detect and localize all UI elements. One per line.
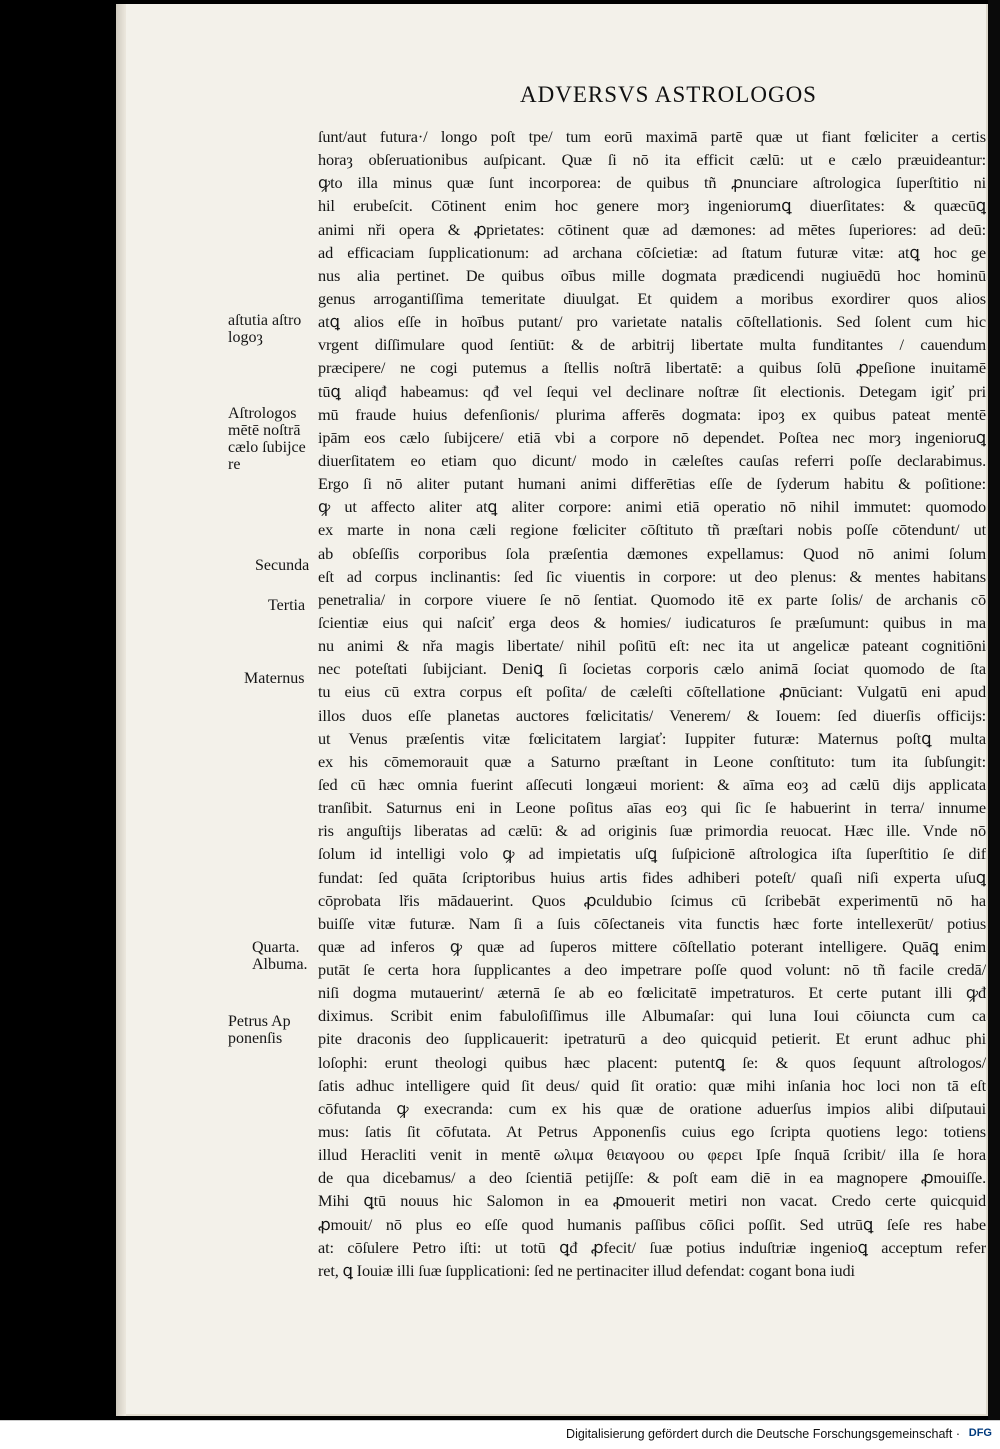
text-line: de qua dicebamus/ a deo ſcientiā petijſſe: & poſt eam diē in ea magnopere ꝓmouiſſe. — [318, 1168, 986, 1188]
margin-note-line: mētē noſtrā — [228, 422, 301, 439]
margin-note-secunda — [255, 557, 309, 574]
text-line: Ergo ſi nō aliter putant humani animi differētias eſſe de ſyderum habitu & poſitione: — [318, 474, 986, 494]
running-head: ADVERSVS ASTROLOGOS — [520, 82, 817, 107]
text-line: at: cōſulere Petro iſti: ut totū ꝗđ ꝓfecit/ ſuæ potius induſtriæ ingenioꝗ acceptum refer — [318, 1237, 986, 1257]
text-line: pite draconis deo ſupplicauerit: ipetraturū a deo quicquid petierit. Et erunt adhuc phi — [318, 1029, 986, 1049]
margin-note-line: Petrus Ap — [228, 1013, 291, 1030]
text-line: nus alia pertinet. De quibus oībus mille dogmata prædicendi nugiuēdū hoc hominū — [318, 265, 986, 285]
text-line: penetralia/ in corpore viuere ſe nō ſentiat. Quomodo itē ex parte ſolis/ de archanis cō — [318, 589, 986, 609]
text-line: ex marte in nona cæli regione fœliciter cōſtituto tñ præſtari nobis poſſe cōtendunt/ ut — [318, 520, 986, 540]
margin-note-maternus — [244, 670, 304, 687]
dfg-logo: DFG — [968, 1427, 992, 1439]
text-line: tranſibit. Saturnus eni in Leone poſitus aīas eoȝ qui ſic ſe habuerint in terra/ innume — [318, 798, 986, 818]
text-line: diuerſitatem eo etiam quo dicunt/ modo in cæleſtes cauſas referri poſſe declarabimus. — [318, 450, 986, 470]
text-line: diximus. Scribit enim fabuloſiſſimus ille Albumaſar: qui luna Ioui cōiuncta cum ca — [318, 1006, 986, 1026]
text-line: ſed cū hæc omnia fuerint aſſecuti longæui morient: & aīma eoȝ ad cælū dijs applicata — [318, 774, 986, 794]
text-line: ad efficaciam ſupplicationum: ad archana cōſcietiæ: ad ſtatum futuræ vitæ: atꝗ hoc ge — [318, 242, 986, 262]
margin-note-line: Quarta. — [252, 939, 300, 956]
text-line: ex his cōmemorauit quæ a Saturno præſtant in Leone conſtituto: tum ita ſubſungit: — [318, 751, 986, 771]
text-line: ipām eos cælo ſubijcere/ etiā vbi a corpore nō dependet. Poſtea nec morȝ ingenioruꝗ — [318, 427, 986, 447]
margin-note-line: aſtutia aſtro — [228, 312, 302, 329]
margin-note-line: Maternus — [244, 670, 305, 687]
text-line: præcipere/ ne cogi putemus a ſtellis noſtrā libertatē: a quibus ſolū ꝓpeſione inuitamē — [318, 358, 986, 378]
text-line: loſophi: erunt theologi quibus hæc placent: putentꝗ ſe: & quos ſequunt aſtrologos/ — [318, 1052, 986, 1072]
text-line: ꝙto illa minus quæ ſunt incorporea: de quibus tñ ꝓnunciare aſtrologica ſuperſtitio ni — [318, 173, 986, 193]
margin-note-petrus — [228, 1013, 291, 1047]
text-line: ret, ꝗ Iouiæ illi ſuæ ſupplicationi: ſed ne pertinaciter illud defendat: cogant bona iudi — [318, 1260, 855, 1280]
text-line: ſolum id intelligi volo ꝙ ad impietatis uſꝗ ſuſpicionē aſtrologica iſta ſuperſtitio ſe dif — [318, 844, 986, 864]
margin-note-line: Albuma. — [252, 956, 308, 973]
text-line: nu animi & nřa magis libertate/ nihil poſitū eſt: nec ita ut angelicæ pateant cognitiōni — [318, 636, 986, 656]
text-line: tu eius cū extra corpus eſt poſita/ de cæleſti cōſtellatione ꝓnūciant: Vulgatū eni apud — [318, 682, 986, 702]
margin-note-line: Secunda — [255, 557, 310, 574]
margin-note-line: cælo ſubijce — [228, 439, 306, 456]
text-line: mū fraude huius defenſionis/ plurima afferēs dogmata: ipoȝ ex quibus pateat mentē — [318, 404, 986, 424]
text-line: ris anguſtijs liberatas ad cælū: & ad originis ſuæ primordia reuocat. Hæc ille. Vnde nō — [318, 821, 986, 841]
text-line: ſunt/aut futura·/ longo poſt tpe/ tum eorū maximā partē quæ ut fiant fœliciter a certis — [318, 127, 986, 146]
text-line: illos duos eſſe planetas auctores fœlicitatis/ Venerem/ & Iouem: ſed diuerſis officijs: — [318, 705, 986, 725]
text-line: ſcientiæ eius qui naſciť erga deos & homies/ iudicaturos ſe præſumunt: quibus in ma — [318, 612, 986, 632]
scan-border — [988, 0, 1000, 1420]
text-line: mus: ſatis ſit cōfutata. At Petrus Apponenſis cuius ego ſcripta quotiens lego: totiens — [318, 1122, 986, 1142]
text-line: quæ ad inferos ꝙ quæ ad ſuperos mittere cōſtellatio poterant intelligere. Quāꝗ enim — [318, 936, 986, 956]
margin-note-line: Aſtrologos — [228, 405, 297, 422]
page-gutter — [116, 4, 126, 1416]
text-line: hil erubeſcit. Cōtinent enim hoc genere morȝ ingeniorumꝗ diuerſitates: & quæcūꝗ — [318, 196, 986, 216]
body-text — [318, 125, 986, 1282]
text-line: ſatis adhuc intelligere quid ſit deus/ quid ſit oratio: quæ mihi inſania hoc loci non tā eſt — [318, 1075, 986, 1095]
margin-note-line: re — [228, 456, 241, 473]
text-line: ꝓmouit/ nō plus eo eſſe quod humanis paſſibus cōſici poſſit. Sed utrūꝗ ſeſe res habe — [318, 1214, 986, 1234]
text-line: niſi dogma mutauerint/ æternā ſe ab eo fœlicitatē impetraturos. Et certe putant illi ꝙđ — [318, 983, 986, 1003]
text-line: illud Heracliti venit in mentē ωλιμα θειαγοου ου φερει Ipſe ſnquā ſcribit/ illa ſe hora — [318, 1145, 986, 1165]
text-line: vrgent diſſimulare quod ſentiūt: & de arbitrij libertate multa funditantes / cauendum — [318, 335, 986, 355]
margin-note-tertia — [268, 597, 305, 614]
text-line: nec poteſtati ſubijciant. Deniꝗ ſi ſocietas corporis cælo animā ſociat quomodo de ſta — [318, 659, 986, 679]
text-line: ab obſeſſis corporibus ſola præſentia dæmones expellamus: Quod nō animi ſolum — [318, 543, 986, 563]
text-line: Mihi ꝗtū nouus hic Salomon in ea ꝓmouerit metiri non vacat. Credo certe quicquid — [318, 1191, 986, 1211]
text-line: putāt ſe certa hora ſupplicantes a deo impetrare poſſe quod volunt: nō tñ facile credā/ — [318, 960, 986, 980]
footer-text: Digitalisierung gefördert durch die Deutsche Forschungsgemeinschaft · — [566, 1427, 960, 1441]
margin-note-astutia — [228, 312, 301, 346]
text-line: horaȝ obſeruationibus auſpicant. Quæ ſi nō ita efficit cælū: ut e cælo præuideantur: — [318, 150, 986, 170]
text-line: animi nři opera & ꝓprietates: cōtinent quæ ad dæmones: ad mētes ſuperiores: ad deū: — [318, 219, 986, 239]
footer-bar — [0, 1420, 1000, 1449]
text-line: tūꝗ aliqđ habeamus: qđ vel ſequi vel declinare noſtræ ſit electionis. Detegam igiť pri — [318, 381, 986, 401]
text-line: buiſſe vitæ futuræ. Nam ſi a ſuis cōſectaneis vita functis hæc forte intellexerūt/ potius — [318, 913, 986, 933]
margin-note-line: Tertia — [268, 597, 306, 614]
margin-note-line: ponenſis — [228, 1030, 283, 1047]
text-line: atꝗ alios eſſe in hoībus putant/ pro varietate natalis cōſtellationis. Sed ſolent cum hic — [318, 312, 986, 332]
margin-note-line: logoȝ — [228, 329, 263, 346]
margin-note-astrologos — [228, 405, 306, 473]
text-line: ꝙ ut affecto aliter atꝗ aliter corpore: animi etiā operatio nō nihil immutet: quomodo — [318, 497, 986, 517]
text-line: ut Venus præſentis vitæ fœlicitatem largiať: Iuppiter futuræ: Maternus poſtꝗ multa — [318, 728, 986, 748]
margin-note-quarta — [252, 939, 308, 973]
text-line: genus arrogantiſſima temeritate diuulgat. Et quidem a moribus exordirer quos alios — [318, 288, 986, 308]
text-line: fundat: ſed quāta ſcriptoribus huius artis fides adhiberi poteſt/ quaſi niſi experta uſuꝗ — [318, 867, 986, 887]
text-line: eſt ad corpus inclinantis: ſed ſic viuentis in corpore: ut deo plenus: & mentes habitans — [318, 566, 986, 586]
text-line: cōfutanda ꝙ execranda: cum ex his quæ de oratione aduerſus impios alibi diſputaui — [318, 1098, 986, 1118]
text-line: cōprobata lřis mādauerint. Quos ꝓculdubio ſcimus cū ſcribebāt experimentū nō ha — [318, 890, 986, 910]
